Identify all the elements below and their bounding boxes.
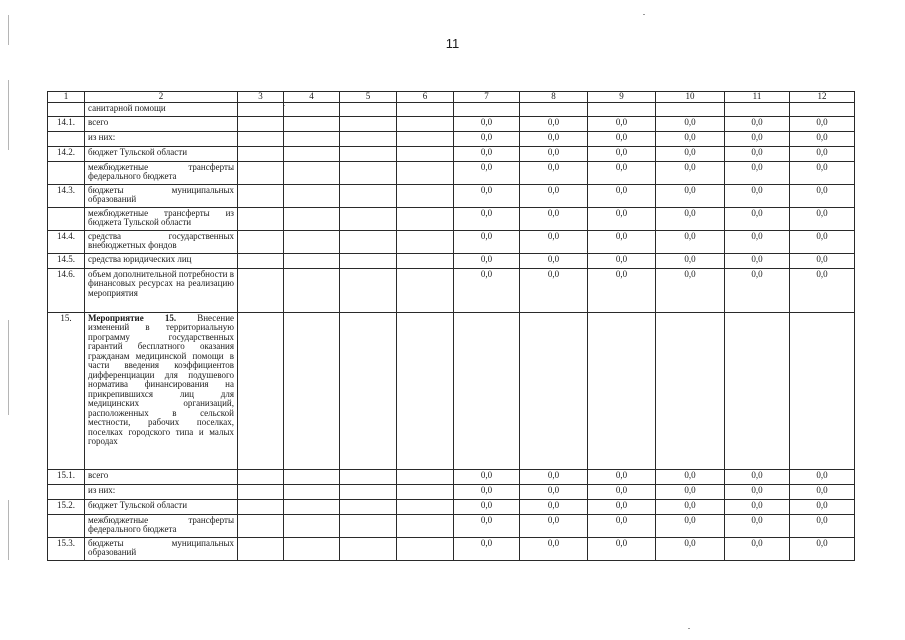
table-row	[48, 514, 855, 537]
empty-cell	[340, 230, 397, 253]
table-row	[48, 116, 855, 131]
row-number	[48, 484, 85, 499]
empty-cell	[340, 484, 397, 499]
value-cell: 0,0	[656, 207, 725, 230]
empty-cell	[284, 484, 340, 499]
empty-cell	[340, 146, 397, 161]
table-row	[48, 161, 855, 184]
value-cell	[656, 102, 725, 116]
row-number: 14.1.	[48, 116, 85, 131]
table-row	[48, 207, 855, 230]
empty-cell	[340, 184, 397, 207]
value-cell: 0,0	[520, 537, 588, 560]
value-cell: 0,0	[520, 131, 588, 146]
table-row	[48, 268, 855, 312]
empty-cell	[397, 499, 454, 514]
empty-cell	[397, 514, 454, 537]
value-cell: 0,0	[588, 161, 656, 184]
value-cell: 0,0	[588, 514, 656, 537]
value-cell: 0,0	[725, 268, 790, 312]
empty-cell	[238, 312, 284, 469]
empty-cell	[238, 207, 284, 230]
value-cell: 0,0	[656, 184, 725, 207]
value-cell: 0,0	[725, 469, 790, 484]
description-text: средства юридических лиц	[88, 253, 192, 264]
row-description	[85, 230, 238, 253]
value-cell: 0,0	[588, 469, 656, 484]
value-cell: 0,0	[520, 268, 588, 312]
empty-cell	[340, 131, 397, 146]
row-number	[48, 161, 85, 184]
row-number: 15.	[48, 312, 85, 469]
row-number	[48, 131, 85, 146]
value-cell: 0,0	[588, 207, 656, 230]
value-cell: 0,0	[520, 253, 588, 268]
value-cell: 0,0	[520, 161, 588, 184]
value-cell: 0,0	[656, 268, 725, 312]
row-description	[85, 537, 238, 560]
value-cell	[656, 312, 725, 469]
empty-cell	[238, 131, 284, 146]
empty-cell	[397, 312, 454, 469]
value-cell: 0,0	[520, 230, 588, 253]
value-cell: 0,0	[656, 537, 725, 560]
row-description	[85, 499, 238, 514]
column-header: 1	[48, 92, 85, 103]
value-cell: 0,0	[520, 469, 588, 484]
value-cell: 0,0	[790, 469, 855, 484]
table-row	[48, 146, 855, 161]
financing-table	[47, 91, 855, 561]
row-description	[85, 184, 238, 207]
margin-mark	[8, 320, 9, 415]
value-cell: 0,0	[656, 131, 725, 146]
empty-cell	[340, 537, 397, 560]
value-cell: 0,0	[725, 253, 790, 268]
value-cell: 0,0	[520, 184, 588, 207]
margin-mark	[8, 500, 9, 560]
column-header: 9	[588, 92, 656, 103]
empty-cell	[284, 312, 340, 469]
empty-cell	[397, 184, 454, 207]
column-header: 5	[340, 92, 397, 103]
empty-cell	[238, 253, 284, 268]
table-row	[48, 131, 855, 146]
value-cell: 0,0	[656, 230, 725, 253]
empty-cell	[340, 312, 397, 469]
description-text: санитарной помощи	[88, 102, 166, 113]
value-cell: 0,0	[790, 514, 855, 537]
value-cell: 0,0	[790, 116, 855, 131]
value-cell: 0,0	[454, 469, 520, 484]
description-text: бюджеты муниципальных образований	[88, 537, 234, 557]
value-cell: 0,0	[656, 116, 725, 131]
row-number: 14.5.	[48, 253, 85, 268]
scan-speck	[688, 628, 690, 629]
value-cell	[790, 312, 855, 469]
value-cell: 0,0	[454, 253, 520, 268]
row-number: 14.2.	[48, 146, 85, 161]
value-cell: 0,0	[790, 499, 855, 514]
value-cell: 0,0	[656, 484, 725, 499]
value-cell: 0,0	[520, 207, 588, 230]
value-cell: 0,0	[588, 184, 656, 207]
column-header: 11	[725, 92, 790, 103]
row-number: 15.1.	[48, 469, 85, 484]
description-text: бюджет Тульской области	[88, 499, 188, 510]
column-header: 8	[520, 92, 588, 103]
table-row	[48, 469, 855, 484]
page-number: 11	[445, 36, 460, 51]
row-description	[85, 312, 238, 469]
description-text: средства государственных внебюджетных фондов	[88, 230, 234, 250]
scan-speck	[643, 14, 645, 15]
value-cell: 0,0	[454, 131, 520, 146]
row-description	[85, 469, 238, 484]
column-header: 2	[85, 92, 238, 103]
value-cell: 0,0	[520, 514, 588, 537]
value-cell: 0,0	[790, 230, 855, 253]
value-cell: 0,0	[454, 146, 520, 161]
empty-cell	[397, 161, 454, 184]
description-text: всего	[88, 116, 109, 127]
empty-cell	[238, 184, 284, 207]
table-row	[48, 312, 855, 469]
value-cell: 0,0	[656, 161, 725, 184]
value-cell: 0,0	[790, 184, 855, 207]
empty-cell	[397, 268, 454, 312]
empty-cell	[397, 537, 454, 560]
empty-cell	[238, 230, 284, 253]
value-cell: 0,0	[790, 131, 855, 146]
description-text: бюджет Тульской области	[88, 146, 188, 157]
empty-cell	[238, 116, 284, 131]
empty-cell	[340, 207, 397, 230]
empty-cell	[340, 499, 397, 514]
value-cell: 0,0	[725, 146, 790, 161]
value-cell: 0,0	[588, 484, 656, 499]
value-cell: 0,0	[520, 499, 588, 514]
value-cell	[725, 312, 790, 469]
empty-cell	[238, 514, 284, 537]
value-cell	[454, 102, 520, 116]
empty-cell	[238, 102, 284, 116]
empty-cell	[340, 253, 397, 268]
empty-cell	[284, 499, 340, 514]
value-cell: 0,0	[656, 146, 725, 161]
value-cell	[454, 312, 520, 469]
value-cell: 0,0	[725, 514, 790, 537]
value-cell	[588, 102, 656, 116]
value-cell: 0,0	[725, 161, 790, 184]
table-row	[48, 253, 855, 268]
description-text: межбюджетные трансферты федерального бюджета	[88, 161, 234, 181]
table-row	[48, 484, 855, 499]
value-cell: 0,0	[725, 537, 790, 560]
empty-cell	[397, 484, 454, 499]
value-cell: 0,0	[454, 537, 520, 560]
row-description	[85, 146, 238, 161]
value-cell: 0,0	[725, 207, 790, 230]
value-cell	[520, 102, 588, 116]
empty-cell	[238, 161, 284, 184]
row-description	[85, 116, 238, 131]
description-text: объем дополнительной потребности в финансовых ресурсах на реализацию мероприятия	[88, 268, 234, 298]
column-header: 6	[397, 92, 454, 103]
value-cell	[790, 102, 855, 116]
table-row	[48, 537, 855, 560]
row-number: 14.4.	[48, 230, 85, 253]
table-row	[48, 184, 855, 207]
value-cell: 0,0	[790, 253, 855, 268]
description-text: из них:	[88, 131, 116, 142]
row-number: 15.3.	[48, 537, 85, 560]
empty-cell	[397, 469, 454, 484]
value-cell: 0,0	[725, 484, 790, 499]
empty-cell	[397, 146, 454, 161]
value-cell: 0,0	[454, 484, 520, 499]
description-text: всего	[88, 469, 109, 480]
empty-cell	[340, 102, 397, 116]
activity-title: Мероприятие 15.	[88, 312, 177, 323]
empty-cell	[284, 102, 340, 116]
value-cell: 0,0	[725, 116, 790, 131]
value-cell: 0,0	[656, 253, 725, 268]
row-number: 14.6.	[48, 268, 85, 312]
value-cell: 0,0	[588, 131, 656, 146]
value-cell: 0,0	[588, 268, 656, 312]
value-cell: 0,0	[588, 146, 656, 161]
table-row	[48, 499, 855, 514]
value-cell: 0,0	[520, 116, 588, 131]
empty-cell	[238, 469, 284, 484]
value-cell: 0,0	[588, 499, 656, 514]
row-description	[85, 484, 238, 499]
empty-cell	[340, 469, 397, 484]
value-cell: 0,0	[656, 514, 725, 537]
value-cell: 0,0	[520, 484, 588, 499]
header-row	[48, 92, 855, 103]
row-description	[85, 161, 238, 184]
empty-cell	[238, 484, 284, 499]
value-cell: 0,0	[588, 230, 656, 253]
value-cell: 0,0	[454, 207, 520, 230]
empty-cell	[284, 253, 340, 268]
empty-cell	[397, 102, 454, 116]
value-cell: 0,0	[588, 537, 656, 560]
empty-cell	[284, 469, 340, 484]
column-header: 4	[284, 92, 340, 103]
row-description	[85, 268, 238, 312]
empty-cell	[284, 116, 340, 131]
margin-mark	[8, 80, 9, 150]
row-description	[85, 102, 238, 116]
value-cell: 0,0	[790, 537, 855, 560]
value-cell: 0,0	[656, 499, 725, 514]
value-cell: 0,0	[790, 161, 855, 184]
column-header: 7	[454, 92, 520, 103]
row-number	[48, 514, 85, 537]
value-cell: 0,0	[454, 161, 520, 184]
value-cell: 0,0	[656, 469, 725, 484]
row-description	[85, 207, 238, 230]
table-row	[48, 230, 855, 253]
value-cell: 0,0	[790, 146, 855, 161]
value-cell: 0,0	[790, 484, 855, 499]
empty-cell	[340, 116, 397, 131]
value-cell: 0,0	[725, 184, 790, 207]
description-text: межбюджетные трансферты из бюджета Тульской области	[88, 207, 234, 227]
empty-cell	[284, 514, 340, 537]
empty-cell	[284, 161, 340, 184]
empty-cell	[340, 268, 397, 312]
empty-cell	[238, 146, 284, 161]
empty-cell	[284, 131, 340, 146]
row-number: 15.2.	[48, 499, 85, 514]
empty-cell	[238, 268, 284, 312]
value-cell: 0,0	[454, 499, 520, 514]
row-number	[48, 207, 85, 230]
row-number: 14.3.	[48, 184, 85, 207]
description-text: из них:	[88, 484, 116, 495]
row-number	[48, 102, 85, 116]
value-cell: 0,0	[790, 268, 855, 312]
empty-cell	[340, 514, 397, 537]
value-cell: 0,0	[725, 499, 790, 514]
value-cell: 0,0	[454, 268, 520, 312]
empty-cell	[397, 253, 454, 268]
value-cell: 0,0	[454, 514, 520, 537]
empty-cell	[284, 537, 340, 560]
value-cell: 0,0	[520, 146, 588, 161]
value-cell: 0,0	[454, 184, 520, 207]
column-header: 12	[790, 92, 855, 103]
empty-cell	[397, 230, 454, 253]
value-cell	[725, 102, 790, 116]
value-cell	[588, 312, 656, 469]
empty-cell	[397, 131, 454, 146]
column-header: 10	[656, 92, 725, 103]
empty-cell	[284, 268, 340, 312]
value-cell: 0,0	[588, 253, 656, 268]
empty-cell	[284, 184, 340, 207]
empty-cell	[340, 161, 397, 184]
value-cell: 0,0	[588, 116, 656, 131]
empty-cell	[238, 537, 284, 560]
row-description	[85, 131, 238, 146]
description-text: бюджеты муниципальных образований	[88, 184, 234, 204]
value-cell: 0,0	[790, 207, 855, 230]
empty-cell	[397, 207, 454, 230]
row-description	[85, 253, 238, 268]
description-text: межбюджетные трансферты федерального бюджета	[88, 514, 234, 534]
table-row	[48, 102, 855, 116]
value-cell: 0,0	[725, 230, 790, 253]
empty-cell	[284, 146, 340, 161]
value-cell	[520, 312, 588, 469]
empty-cell	[284, 230, 340, 253]
value-cell: 0,0	[454, 230, 520, 253]
empty-cell	[397, 116, 454, 131]
value-cell: 0,0	[725, 131, 790, 146]
description-text: Внесение изменений в территориальную программу государственных гарантий бесплатного оказания гражданам медицинской помощи в части введения коэффициентов дифференциации для подушевого норматива финансирования на прикрепившихся лиц для медицинских организаций, расположенных в сельской местности, рабочих поселках, поселках городского типа и малых городах	[88, 312, 234, 446]
empty-cell	[284, 207, 340, 230]
column-header: 3	[238, 92, 284, 103]
value-cell: 0,0	[454, 116, 520, 131]
row-description	[85, 514, 238, 537]
empty-cell	[238, 499, 284, 514]
